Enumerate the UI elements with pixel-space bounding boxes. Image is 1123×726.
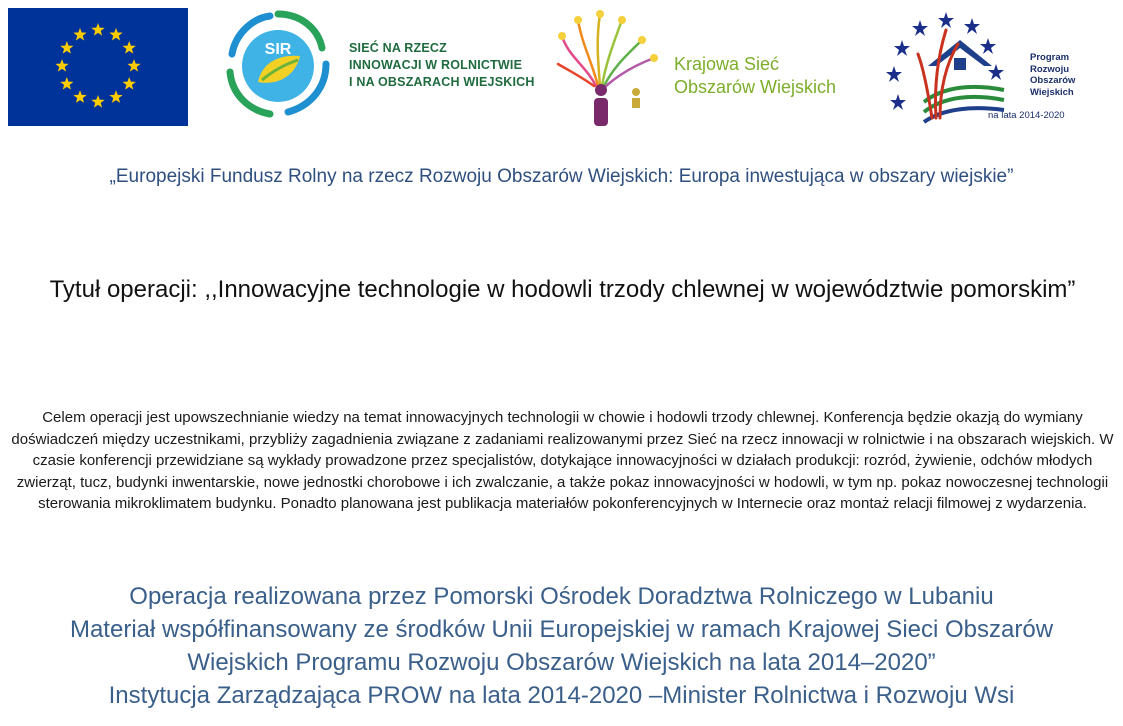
eu-flag-icon bbox=[8, 8, 188, 126]
prow-word-4: Wiejskich bbox=[1030, 86, 1074, 98]
ksow-logo bbox=[556, 6, 876, 130]
prow-years: na lata 2014-2020 bbox=[988, 110, 1065, 121]
motto: „Europejski Fundusz Rolny na rzecz Rozwoju Obszarów Wiejskich: Europa inwestująca w obszary wiejskie” bbox=[109, 166, 1014, 187]
sir-badge-text: SIR bbox=[264, 41, 292, 58]
prow-logo-text bbox=[1030, 52, 1075, 98]
footer-line-3: Wiejskich Programu Rozwoju Obszarów Wiejskich na lata 2014–2020” bbox=[187, 649, 936, 676]
prow-logo bbox=[884, 6, 1084, 128]
ksow-logo-icon bbox=[556, 6, 671, 130]
prow-word-1: Program bbox=[1030, 52, 1070, 63]
ksow-logo-text bbox=[674, 53, 836, 99]
ksow-line-1: Krajowa Sieć bbox=[674, 54, 780, 74]
sir-line-3: I NA OBSZARACH WIEJSKICH bbox=[349, 75, 535, 89]
operation-description: Celem operacji jest upowszechnianie wiedzy na temat innowacyjnych technologii w chowie i hodowli trzody chlewnej. Konferencja będzie okazją do wymiany doświadczeń między uczestnikami, przybliży zagadnienia związane z zadaniami realizowanymi przez Sieć na rzecz innowacji w rolnictwie i na obszarach wiejskich. W czasie konferencji przewidziane są wykłady prowadzone przez specjalistów, dotykające innowacyjności w działach produkcji: rozród, żywienie, odchów młodych zwierząt, tucz, budynki inwentarskie, nowe jednostki chorobowe i ich zwalczanie, a także pokaz innowacyjności w hodowli, w tym np. pokaz nowoczesnej technologii sterowania mikroklimatem budynku. Ponadto planowana jest publikacja materiałów pokonferencyjnych w Internecie oraz montaż relacji filmowej z wydarzenia. bbox=[11, 409, 1114, 512]
ksow-line-2: Obszarów Wiejskich bbox=[674, 77, 837, 97]
logo-bar bbox=[0, 0, 1123, 135]
footer-line-4: Instytucja Zarządzająca PROW na lata 2014-2020 –Minister Rolnictwa i Rozwoju Wsi bbox=[108, 682, 1015, 709]
sir-logo-icon bbox=[218, 6, 338, 126]
sir-line-1: SIEĆ NA RZECZ bbox=[349, 41, 447, 55]
prow-word-3: Obszarów bbox=[1030, 75, 1076, 86]
footer-line-1: Operacja realizowana przez Pomorski Ośrodek Doradztwa Rolniczego w Lubaniu bbox=[129, 583, 994, 610]
footer bbox=[0, 580, 1123, 712]
prow-word-2: Rozwoju bbox=[1030, 63, 1070, 75]
footer-line-2: Materiał współfinansowany ze środków Unii Europejskiej w ramach Krajowej Sieci Obszarów bbox=[69, 616, 1054, 643]
sir-logo-text bbox=[349, 40, 535, 91]
sir-logo bbox=[218, 6, 558, 126]
sir-line-2: INNOWACJI W ROLNICTWIE bbox=[349, 58, 523, 72]
operation-title: Tytuł operacji: ,,Innowacyjne technologie w hodowli trzody chlewnej w województwie pomorskim” bbox=[49, 276, 1076, 303]
